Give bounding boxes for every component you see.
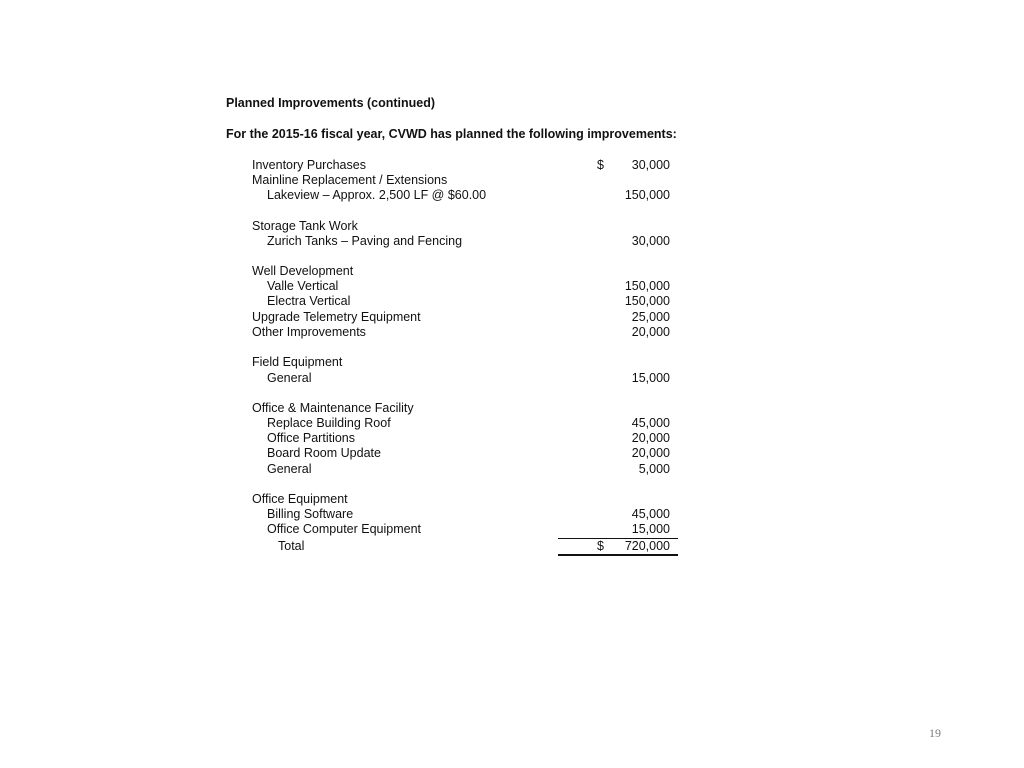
category-label: Field Equipment — [252, 355, 343, 369]
line-item-label: Electra Vertical — [267, 294, 351, 308]
line-item-amount: 45,000 — [631, 416, 670, 430]
section-title: Planned Improvements (continued) — [226, 96, 436, 110]
line-item-inventory-purchases — [0, 158, 1024, 173]
line-item-amount: 15,000 — [631, 522, 670, 536]
category-mainline — [0, 173, 1024, 188]
total-amount: 720,000 — [624, 539, 670, 553]
line-item-label: Other Improvements — [252, 325, 366, 339]
line-item-label: Board Room Update — [267, 446, 381, 460]
line-item-label: Replace Building Roof — [267, 416, 391, 430]
total-row — [0, 539, 1024, 554]
line-item-field-general — [0, 371, 1024, 386]
line-item-billing-software — [0, 507, 1024, 522]
line-item-roof — [0, 416, 1024, 431]
line-item-other-improvements — [0, 325, 1024, 340]
line-item-label: Lakeview – Approx. 2,500 LF @ $60.00 — [267, 188, 487, 202]
line-item-label: Upgrade Telemetry Equipment — [252, 310, 421, 324]
line-item-valle — [0, 279, 1024, 294]
line-item-lakeview — [0, 188, 1024, 203]
total-label: Total — [278, 539, 305, 553]
category-label: Storage Tank Work — [252, 219, 358, 233]
dollar-sign: $ — [597, 539, 604, 553]
line-item-amount: 20,000 — [631, 431, 670, 445]
line-item-label: Inventory Purchases — [252, 158, 366, 172]
line-item-amount: 30,000 — [631, 158, 670, 172]
line-item-facility-general — [0, 462, 1024, 477]
line-item-electra — [0, 294, 1024, 309]
category-office-facility — [0, 401, 1024, 416]
category-label: Mainline Replacement / Extensions — [252, 173, 448, 187]
category-storage-tank — [0, 219, 1024, 234]
line-item-label: Billing Software — [267, 507, 354, 521]
line-item-label: Office Partitions — [267, 431, 356, 445]
line-item-amount: 5,000 — [638, 462, 670, 476]
line-item-label: Zurich Tanks – Paving and Fencing — [267, 234, 463, 248]
line-item-label: General — [267, 371, 312, 385]
category-office-equipment — [0, 492, 1024, 507]
line-item-amount: 20,000 — [631, 325, 670, 339]
line-item-amount: 150,000 — [624, 279, 670, 293]
category-label: Office Equipment — [252, 492, 348, 506]
line-item-amount: 30,000 — [631, 234, 670, 248]
line-item-partitions — [0, 431, 1024, 446]
line-item-amount: 45,000 — [631, 507, 670, 521]
line-item-amount: 150,000 — [624, 294, 670, 308]
intro-statement: For the 2015-16 fiscal year, CVWD has planned the following improvements: — [226, 127, 677, 141]
line-item-computer-equipment — [0, 522, 1024, 537]
category-field-equipment — [0, 355, 1024, 370]
line-item-amount: 15,000 — [631, 371, 670, 385]
page-number: 19 — [929, 726, 941, 740]
dollar-sign: $ — [597, 158, 604, 172]
category-label: Office & Maintenance Facility — [252, 401, 414, 415]
line-item-telemetry — [0, 310, 1024, 325]
line-item-amount: 150,000 — [624, 188, 670, 202]
line-item-label: Office Computer Equipment — [267, 522, 422, 536]
line-item-label: General — [267, 462, 312, 476]
total-underline — [558, 554, 678, 556]
line-item-amount: 20,000 — [631, 446, 670, 460]
line-item-label: Valle Vertical — [267, 279, 339, 293]
line-item-zurich — [0, 234, 1024, 249]
line-item-board-room — [0, 446, 1024, 461]
line-item-amount: 25,000 — [631, 310, 670, 324]
category-label: Well Development — [252, 264, 354, 278]
category-well-development — [0, 264, 1024, 279]
